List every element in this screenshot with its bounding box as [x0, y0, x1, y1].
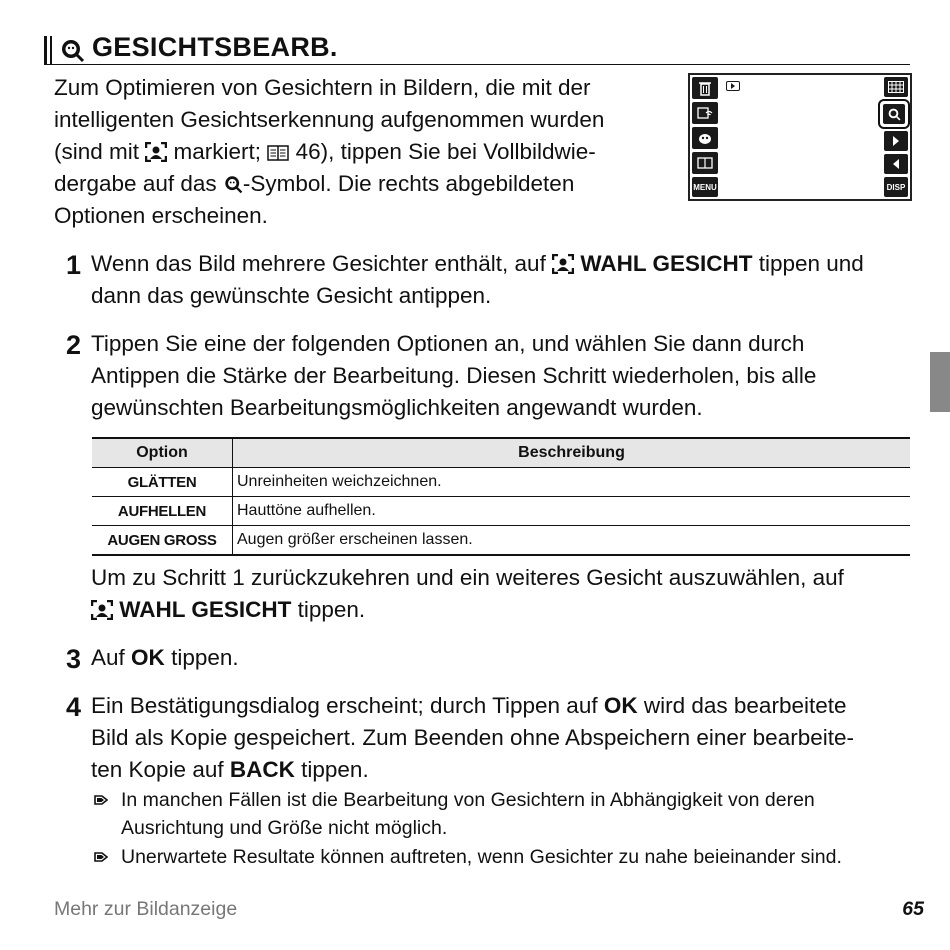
page-title: GESICHTSBEARB. — [92, 32, 338, 62]
column-header-option: Option — [92, 438, 233, 468]
intro-paragraph — [54, 72, 669, 232]
face-retouch-button-highlight — [878, 99, 910, 129]
face-detection-icon — [91, 600, 113, 620]
options-table — [92, 437, 910, 556]
table-row — [92, 468, 910, 497]
favorites-icon — [692, 127, 718, 149]
step-1-text: Wenn das Bild mehrere Gesichter enthält, auf WAHL GESICHT tippen und dann das gewünschte Gesicht antippen. — [91, 251, 864, 308]
face-retouch-icon — [223, 174, 243, 194]
description-cell: Augen größer erscheinen lassen. — [233, 526, 911, 556]
step-number: 1 — [66, 250, 82, 280]
option-cell: AUFHELLEN — [92, 497, 233, 526]
album-icon — [692, 152, 718, 174]
face-detection-icon — [552, 254, 574, 274]
column-header-description: Beschreibung — [233, 438, 911, 468]
next-arrow-icon — [884, 131, 908, 151]
note-item: Unerwartete Resultate können auftreten, wenn Gesichter zu nahe beieinander sind. — [121, 846, 842, 868]
intro-line: Optionen erscheinen. — [54, 203, 268, 228]
playback-icon — [726, 81, 740, 91]
intro-line: Zum Optimieren von Gesichtern in Bildern, die mit der — [54, 75, 591, 100]
table-row — [92, 526, 910, 556]
note-icon — [94, 793, 108, 807]
option-cell: GLÄTTEN — [92, 468, 233, 497]
camera-screen-illustration — [688, 73, 912, 201]
table-header-row — [92, 438, 910, 468]
title-bar-marker — [44, 36, 52, 64]
menu-button: MENU — [692, 177, 718, 197]
description-cell: Unreinheiten weichzeichnen. — [233, 468, 911, 497]
step-4-text: Ein Bestätigungsdialog erscheint; durch Tippen auf OK wird das bearbeitete Bild als Kopie gespeichert. Zum Beenden ohne Abspeichern einer bearbeite- ten Kopie auf BACK tippen. — [91, 693, 854, 782]
face-retouch-icon — [883, 104, 905, 124]
wireless-transfer-icon — [692, 102, 718, 124]
face-retouch-icon — [60, 37, 84, 63]
trash-icon — [692, 77, 718, 99]
note-item: In manchen Fällen ist die Bearbeitung von Gesichtern in Abhängigkeit von deren Ausrichtung und Größe nicht möglich. — [121, 789, 815, 839]
step-2-text: Tippen Sie eine der folgenden Optionen an, und wählen Sie dann durch Antippen die Stärke der Bearbeitung. Diesen Schritt wiederholen, bis alle gewünschten Bearbeitungsmöglichkeiten angewandt wurden. — [91, 331, 817, 420]
intro-line: dergabe auf das -Symbol. Die rechts abgebildeten — [54, 171, 575, 196]
intro-line: (sind mit markiert; 46), tippen Sie bei Vollbildwie- — [54, 139, 596, 164]
note-icon — [94, 850, 108, 864]
step-number: 3 — [66, 644, 82, 674]
book-reference-icon — [267, 144, 289, 162]
chapter-tab — [930, 352, 950, 412]
intro-line: intelligenten Gesichtserkennung aufgenommen wurden — [54, 107, 605, 132]
step-number: 4 — [66, 692, 82, 722]
description-cell: Hauttöne aufhellen. — [233, 497, 911, 526]
step-number: 2 — [66, 330, 82, 360]
previous-arrow-icon — [884, 154, 908, 174]
return-instruction: Um zu Schritt 1 zurückzukehren und ein weiteres Gesicht auszuwählen, auf WAHL GESICHT tippen. — [91, 565, 844, 622]
grid-view-icon — [884, 77, 908, 97]
face-detection-icon — [145, 142, 167, 162]
disp-button: DISP — [884, 177, 908, 197]
page-number: 65 — [902, 898, 924, 920]
title-divider — [44, 64, 910, 65]
option-cell: AUGEN GROSS — [92, 526, 233, 556]
table-row — [92, 497, 910, 526]
footer-section-name: Mehr zur Bildanzeige — [54, 898, 238, 920]
step-3-text: Auf OK tippen. — [91, 645, 239, 670]
